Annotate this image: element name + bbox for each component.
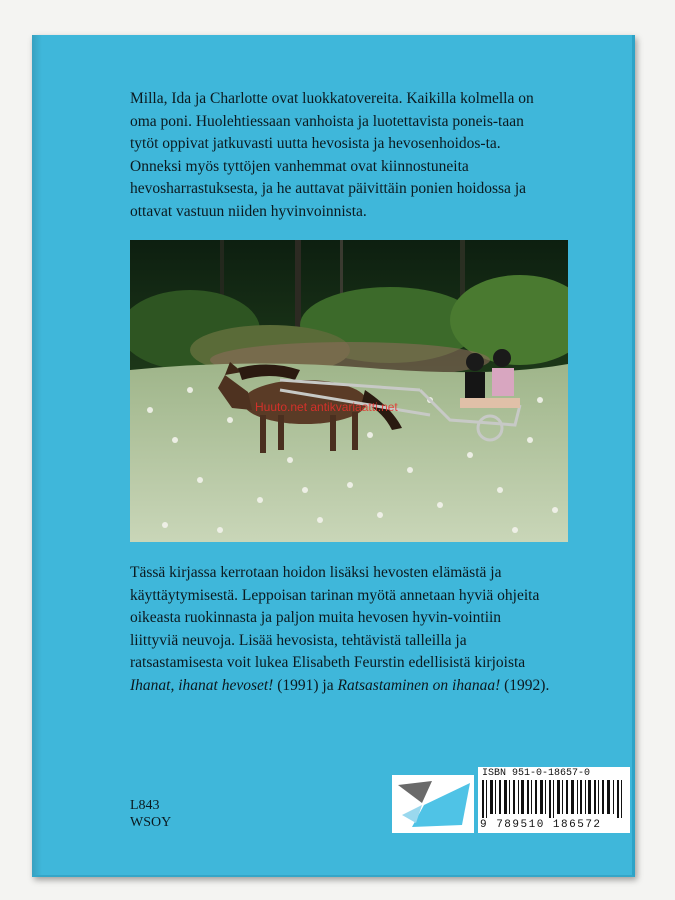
cover-photo [130,240,568,542]
wsoy-logo-icon [392,775,474,833]
book-title-1: Ihanat, ihanat hevoset! [130,676,274,694]
catalog-code: L843 [130,798,160,813]
barcode-icon [482,780,626,818]
book-title-2: Ratsastaminen on ihanaa! [337,676,501,694]
book-year-2: (1992). [500,676,550,694]
blurb-paragraph-1: Milla, Ida ja Charlotte ovat luokkatovereita. Kaikilla kolmella on oma poni. Huolehtiessaan vanhoista ja luotettavista poneis-taan tytöt oppivat jatkuvasti uutta hevosista ja hevosenhoidos-ta. Onneksi myös tyttöjen vanhemmat ovat kiinnostuneita hevosharrastuksesta, ja he auttavat päivittäin ponien hoidossa ja ottavat vastuun niiden hyvinvoinnista. [130,90,534,220]
blurb-paragraph-2 [130,562,550,698]
spine-shadow [32,35,42,875]
barcode-area [392,767,630,833]
book-year-1: (1991) ja [273,676,338,694]
blurb-text: Tässä kirjassa kerrotaan hoidon lisäksi hevosten elämästä ja käyttäytymisestä. Leppoisan tarinan myötä annetaan hyviä ohjeita oikeasta ruokinnasta ja paljon muita hevosen hyvin-vointiin liittyviä neuvoja. Lisää hevosista, tehtävistä talleilla ja ratsastamisesta voit lukea Elisabeth Feurstin edellisistä kirjoista [130,564,540,672]
isbn-label: ISBN 951-0-18657-0 [482,768,591,779]
pony-cart-photo [130,240,568,542]
photo-watermark: Huuto.net antikvariaatti.net [255,400,398,414]
publisher-name: WSOY [130,815,172,830]
barcode-number: 9 789510 186572 [480,819,602,831]
catalog-block [130,797,171,831]
book-back-cover [32,35,635,877]
barcode-box [478,767,630,833]
